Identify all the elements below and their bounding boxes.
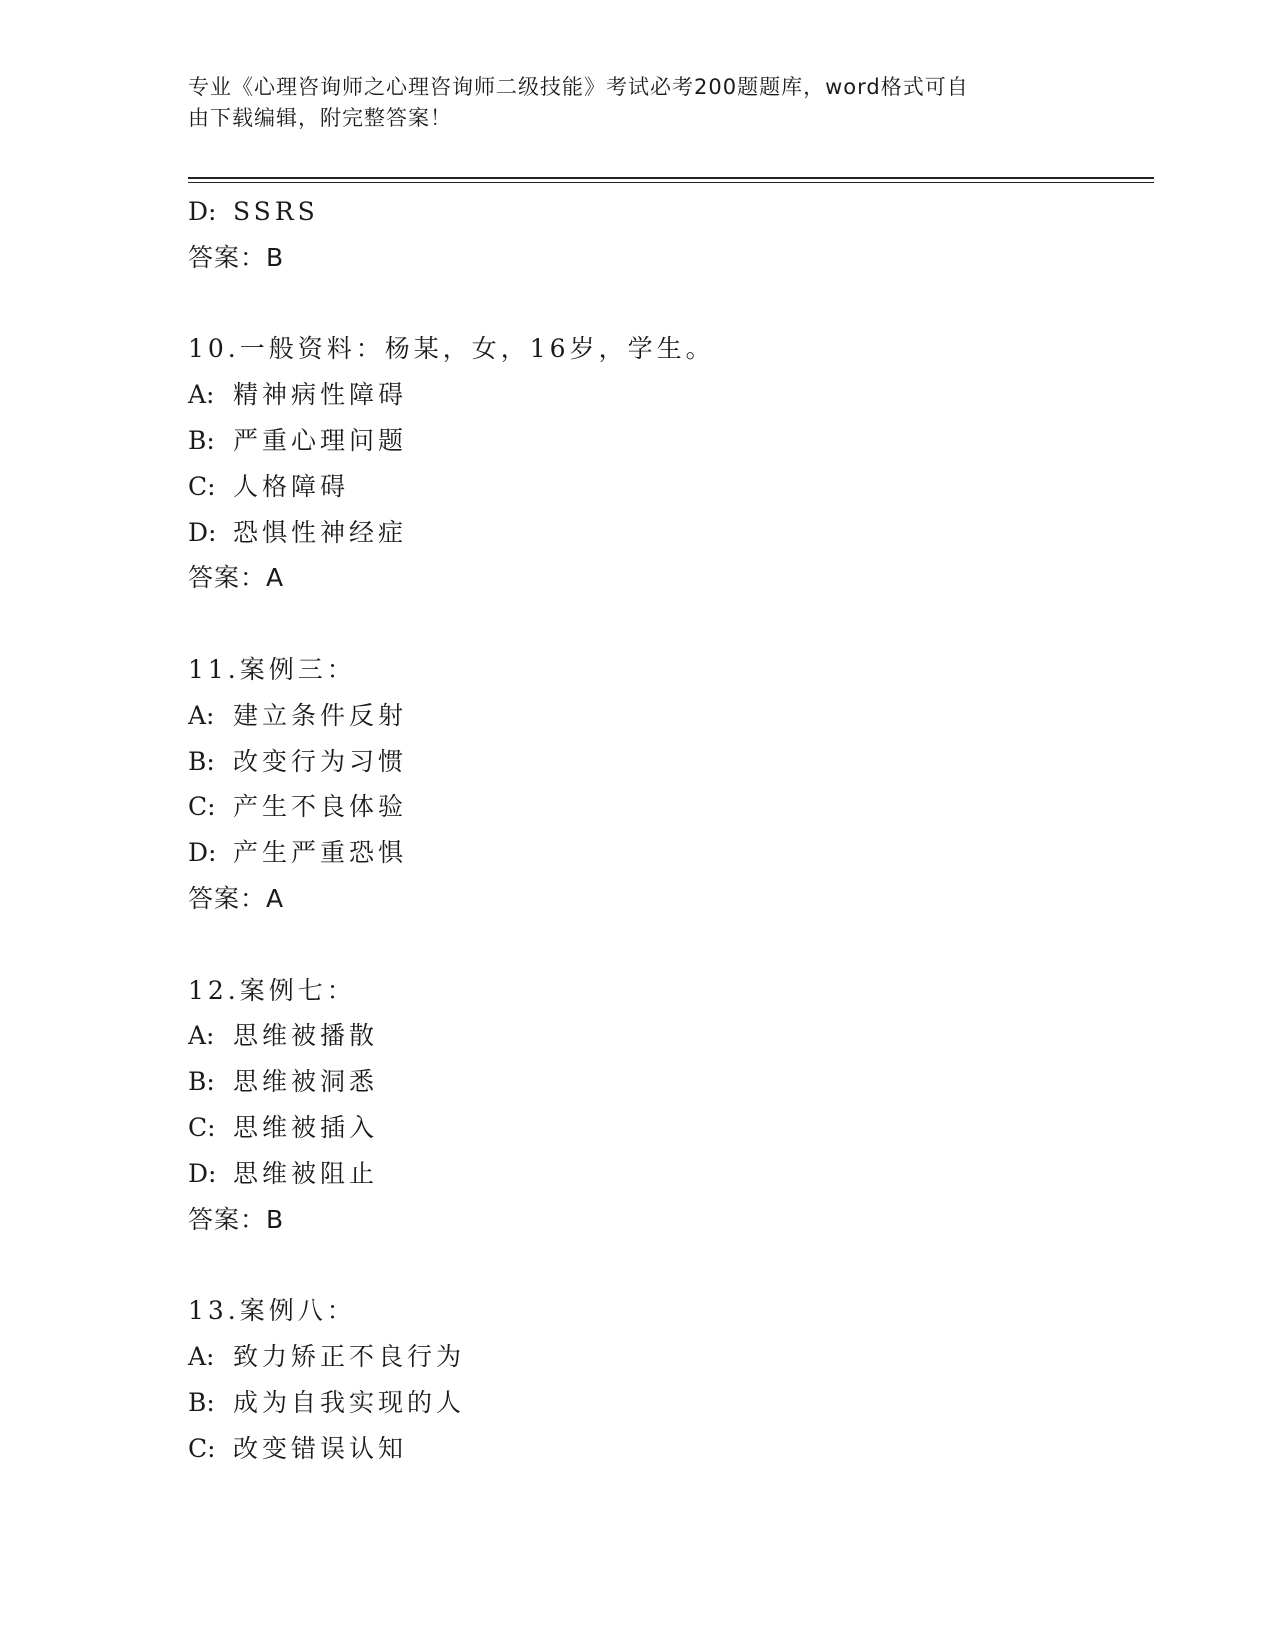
option-letter: B: xyxy=(188,1387,215,1417)
option-letter: D: xyxy=(188,838,217,868)
spacer xyxy=(188,1242,1154,1288)
question-block-12 xyxy=(188,968,1154,1243)
question-stem: 10.一般资料：杨某，女，16岁，学生。 xyxy=(188,334,715,364)
option-line xyxy=(188,464,1154,510)
answer-line: 答案：B xyxy=(188,1204,285,1234)
option-text: 思维被洞悉 xyxy=(233,1067,379,1097)
option-text: 产生严重恐惧 xyxy=(233,838,408,868)
option-text: SSRS xyxy=(233,197,319,226)
answer-line: 答案：A xyxy=(188,563,285,593)
spacer xyxy=(188,601,1154,647)
question-stem: 11.案例三： xyxy=(188,654,356,684)
question-block-10 xyxy=(188,326,1154,601)
header-line-2: 由下载编辑，附完整答案！ xyxy=(188,106,452,130)
option-line xyxy=(188,1380,1154,1426)
option-text: 严重心理问题 xyxy=(233,425,408,455)
option-letter: B: xyxy=(188,1067,215,1097)
option-line xyxy=(188,693,1154,739)
option-text: 产生不良体验 xyxy=(233,792,408,822)
option-line xyxy=(188,1426,1154,1472)
option-letter: C: xyxy=(188,792,216,822)
option-letter: C: xyxy=(188,471,216,501)
option-letter: A: xyxy=(188,1341,215,1371)
option-line xyxy=(188,1059,1154,1105)
option-letter: D: xyxy=(188,517,217,547)
option-letter: A: xyxy=(188,1021,215,1051)
option-text: 人格障碍 xyxy=(233,471,350,501)
option-text: 恐惧性神经症 xyxy=(233,517,408,547)
question-stem: 13.案例八： xyxy=(188,1296,356,1326)
option-line xyxy=(188,418,1154,464)
option-line xyxy=(188,189,1154,235)
option-letter: A: xyxy=(188,700,215,730)
question-block-13 xyxy=(188,1288,1154,1471)
option-letter: A: xyxy=(188,380,215,410)
option-line xyxy=(188,1105,1154,1151)
option-letter: B: xyxy=(188,425,215,455)
option-text: 致力矫正不良行为 xyxy=(233,1341,466,1371)
option-letter: B: xyxy=(188,746,215,776)
option-letter: D: xyxy=(188,1158,217,1188)
question-list xyxy=(188,189,1154,1471)
header-divider-thick xyxy=(188,177,1154,179)
spacer xyxy=(188,281,1154,327)
option-letter: C: xyxy=(188,1112,216,1142)
question-block-partial xyxy=(188,189,1154,281)
header-divider-thin xyxy=(188,182,1154,183)
option-text: 改变行为习惯 xyxy=(233,746,408,776)
option-text: 成为自我实现的人 xyxy=(233,1387,466,1417)
option-text: 思维被阻止 xyxy=(233,1158,379,1188)
option-text: 改变错误认知 xyxy=(233,1433,408,1463)
header-line-1: 专业《心理咨询师之心理咨询师二级技能》考试必考200题题库，word格式可自 xyxy=(188,75,969,99)
option-letter: D: xyxy=(188,197,217,226)
option-line xyxy=(188,1013,1154,1059)
question-block-11 xyxy=(188,647,1154,922)
option-line xyxy=(188,372,1154,418)
spacer xyxy=(188,922,1154,968)
answer-line: 答案：A xyxy=(188,883,285,913)
option-line xyxy=(188,510,1154,556)
option-text: 思维被插入 xyxy=(233,1112,379,1142)
option-line xyxy=(188,739,1154,785)
option-line xyxy=(188,784,1154,830)
option-text: 思维被播散 xyxy=(233,1021,379,1051)
option-text: 精神病性障碍 xyxy=(233,380,408,410)
option-line xyxy=(188,830,1154,876)
option-text: 建立条件反射 xyxy=(233,700,408,730)
option-line xyxy=(188,1151,1154,1197)
document-header xyxy=(188,72,1088,134)
answer-line: 答案：B xyxy=(188,242,285,272)
question-stem: 12.案例七： xyxy=(188,975,356,1005)
option-line xyxy=(188,1334,1154,1380)
option-letter: C: xyxy=(188,1433,216,1463)
